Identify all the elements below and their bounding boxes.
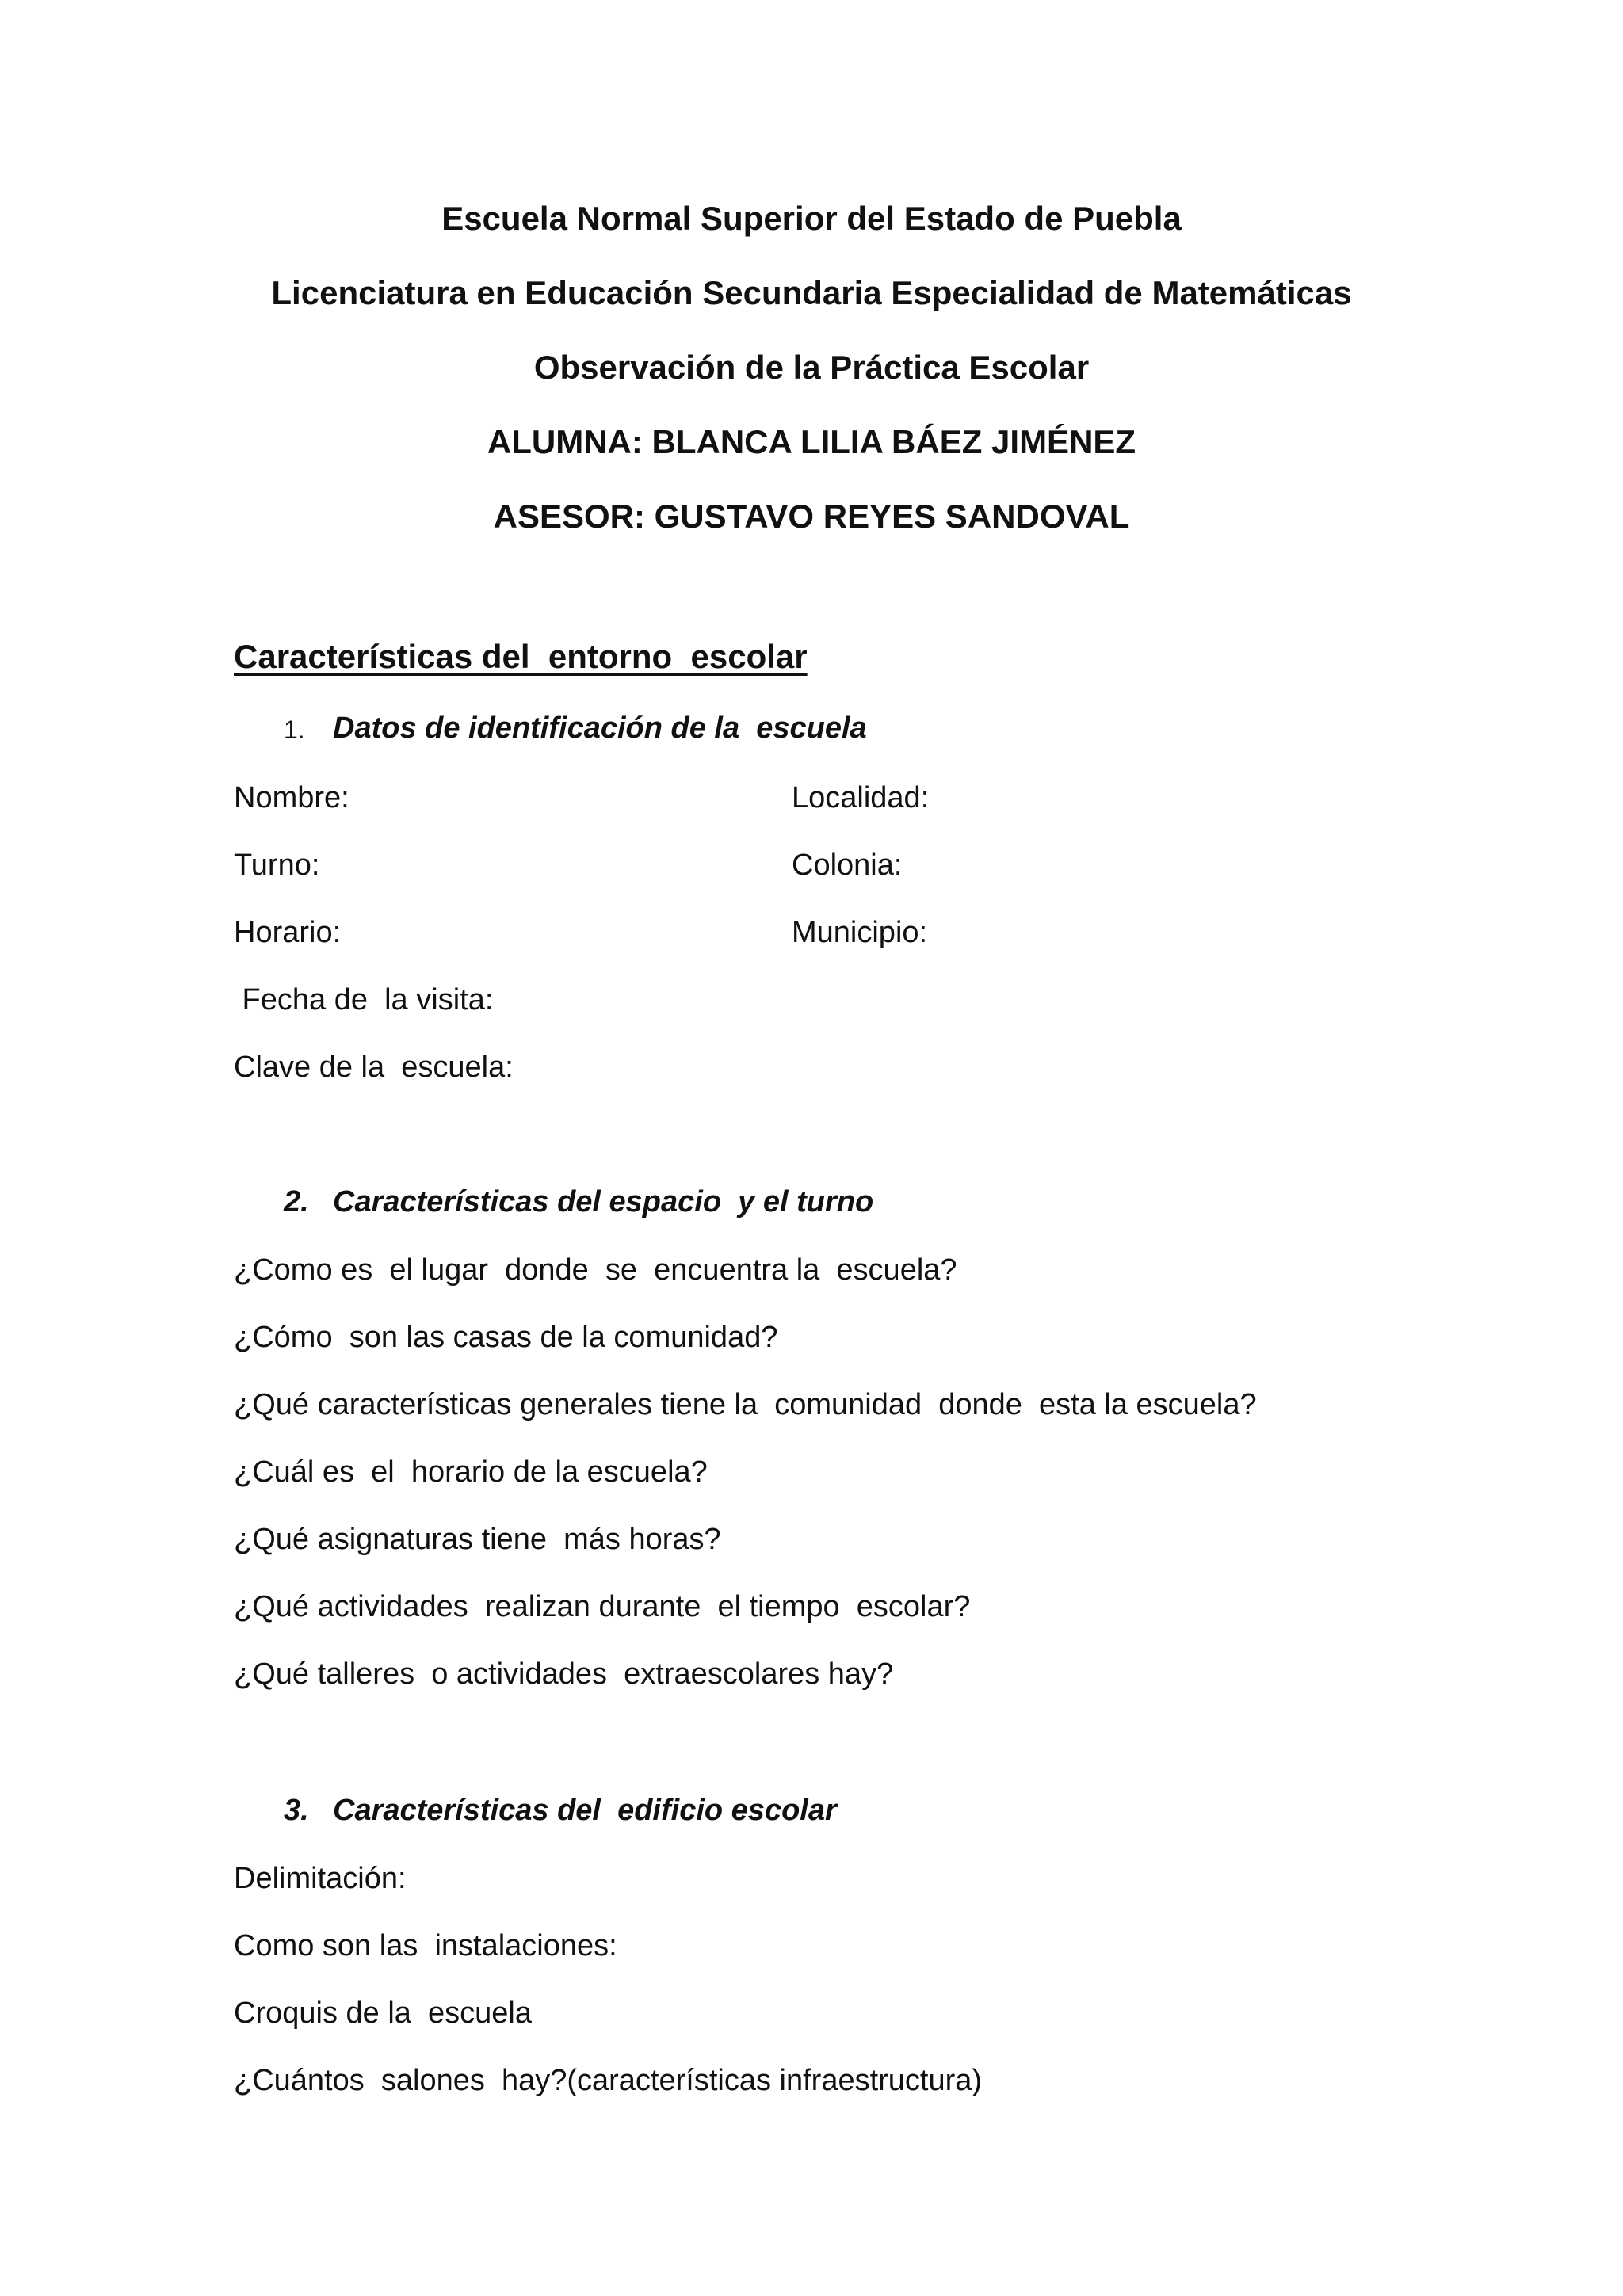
question-item: ¿Qué talleres o actividades extraescolares hay? [234,1657,894,1691]
field-turno: Turno: [234,849,320,882]
question-item: ¿Como es el lugar donde se encuentra la escuela? [234,1253,957,1287]
question-item: ¿Qué actividades realizan durante el tiempo escolar? [234,1590,971,1623]
part1-heading: Datos de identificación de la escuela [333,711,867,745]
building-item: Delimitación: [234,1862,407,1895]
section-title: Características del entorno escolar [234,638,808,675]
part2-number: 2. [284,1185,309,1219]
school-name: Escuela Normal Superior del Estado de Puebla [441,200,1182,237]
field-nombre: Nombre: [234,781,349,814]
building-item: ¿Cuántos salones hay?(características infraestructura) [234,2064,983,2097]
part2-heading: Características del espacio y el turno [333,1185,874,1219]
student-name: ALUMNA: BLANCA LILIA BÁEZ JIMÉNEZ [487,423,1136,460]
question-item: ¿Cuál es el horario de la escuela? [234,1455,708,1489]
building-item: Como son las instalaciones: [234,1929,617,1962]
question-item: ¿Qué asignaturas tiene más horas? [234,1523,721,1556]
field-fecha-visita: Fecha de la visita: [234,983,494,1016]
building-item: Croquis de la escuela [234,1997,532,2030]
field-colonia: Colonia: [792,849,903,882]
field-localidad: Localidad: [792,781,930,814]
advisor-name: ASESOR: GUSTAVO REYES SANDOVAL [493,498,1130,535]
field-horario: Horario: [234,916,342,949]
part1-number: 1. [284,715,305,744]
question-item: ¿Qué características generales tiene la comunidad donde esta la escuela? [234,1388,1257,1421]
field-municipio: Municipio: [792,916,928,949]
field-clave-escuela: Clave de la escuela: [234,1051,514,1084]
degree-program: Licenciatura en Educación Secundaria Especialidad de Matemáticas [271,274,1352,311]
part3-number: 3. [284,1794,309,1827]
part3-heading: Características del edificio escolar [333,1794,837,1827]
question-item: ¿Cómo son las casas de la comunidad? [234,1321,778,1354]
document-title: Observación de la Práctica Escolar [533,349,1090,386]
